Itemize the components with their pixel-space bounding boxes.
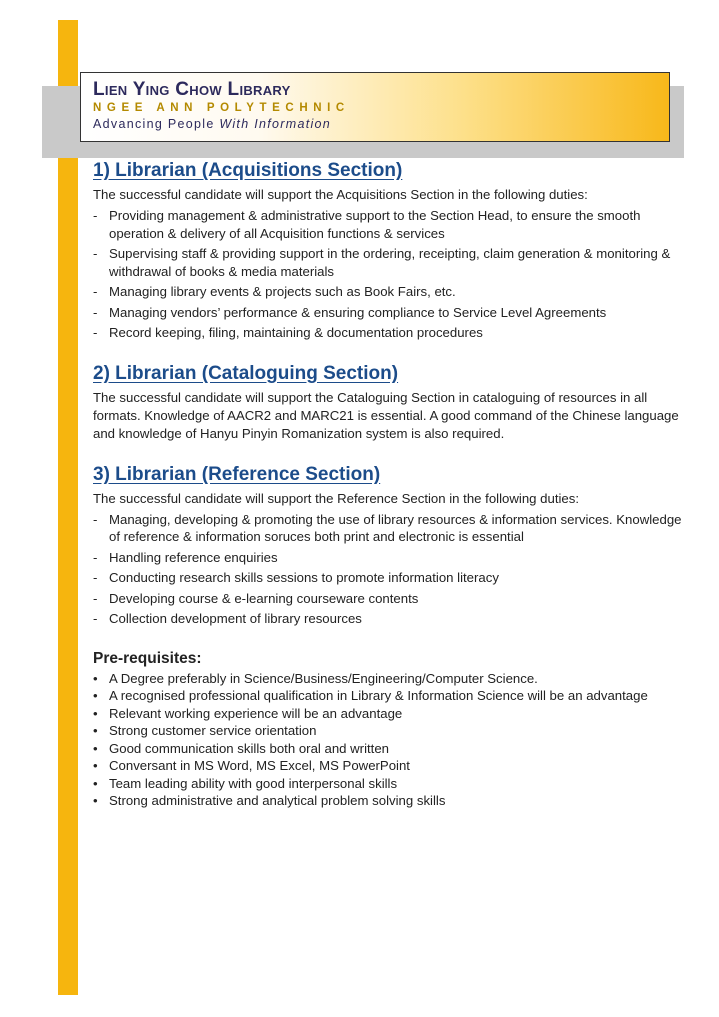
tagline-part2: With Information bbox=[219, 117, 332, 131]
list-item: • Conversant in MS Word, MS Excel, MS PowerPoint bbox=[93, 757, 693, 775]
section-intro: The successful candidate will support the Reference Section in the following duties: bbox=[93, 490, 580, 506]
list-item: • A Degree preferably in Science/Business/Engineering/Computer Science. bbox=[93, 670, 693, 688]
list-item: - Handling reference enquiries bbox=[93, 549, 693, 567]
institution-name: NGEE ANN POLYTECHNIC bbox=[93, 102, 350, 114]
section-acquisitions bbox=[93, 160, 693, 342]
list-item: - Conducting research skills sessions to promote information literacy bbox=[93, 569, 693, 587]
prerequisites-title: Pre-requisites: bbox=[93, 649, 202, 667]
list-item: - Managing library events & projects such as Book Fairs, etc. bbox=[93, 283, 693, 301]
prerequisites-list bbox=[93, 670, 693, 810]
list-item: • Good communication skills both oral and written bbox=[93, 740, 693, 758]
section-reference bbox=[93, 464, 693, 628]
list-item: - Providing management & administrative support to the Section Head, to ensure the smooth operation & delivery of all Acquisition functions & services bbox=[93, 207, 693, 242]
section-title: 3) Librarian (Reference Section) bbox=[93, 463, 381, 485]
list-item: - Collection development of library resources bbox=[93, 610, 693, 628]
list-item: • Relevant working experience will be an advantage bbox=[93, 705, 693, 723]
list-item: • A recognised professional qualification in Library & Information Science will be an advantage bbox=[93, 687, 693, 705]
section-title: 1) Librarian (Acquisitions Section) bbox=[93, 160, 403, 181]
section-cataloguing bbox=[93, 363, 693, 443]
library-name: Lien Ying Chow Library bbox=[93, 79, 291, 100]
list-item: - Supervising staff & providing support in the ordering, receipting, claim generation & monitoring & withdrawal of books & media materials bbox=[93, 245, 693, 280]
section-intro: The successful candidate will support the Acquisitions Section in the following duties: bbox=[93, 187, 588, 202]
tagline bbox=[93, 116, 669, 132]
duties-list bbox=[93, 511, 693, 628]
library-header-banner bbox=[80, 72, 670, 142]
duties-list bbox=[93, 207, 693, 342]
list-item: - Managing vendors’ performance & ensuring compliance to Service Level Agreements bbox=[93, 304, 693, 322]
tagline-part1: Advancing People bbox=[93, 117, 215, 131]
side-accent-bar bbox=[58, 20, 78, 995]
list-item: • Strong administrative and analytical problem solving skills bbox=[93, 792, 693, 810]
section-title: 2) Librarian (Cataloguing Section) bbox=[93, 362, 399, 384]
list-item: - Record keeping, filing, maintaining & documentation procedures bbox=[93, 324, 693, 342]
document-body bbox=[93, 160, 693, 831]
list-item: - Managing, developing & promoting the use of library resources & information services. Knowledge of reference & information soruces both print and electronic is essential bbox=[93, 511, 693, 546]
list-item: - Developing course & e-learning courseware contents bbox=[93, 590, 693, 608]
list-item: • Team leading ability with good interpersonal skills bbox=[93, 775, 693, 793]
section-intro: The successful candidate will support the Cataloguing Section in cataloguing of resources in all formats. Knowledge of AACR2 and MARC21 is essential. A good command of the Chinese language and knowledge of Hanyu Pinyin Romanization system is also required. bbox=[93, 389, 679, 441]
list-item: • Strong customer service orientation bbox=[93, 722, 693, 740]
section-prerequisites bbox=[93, 649, 693, 810]
